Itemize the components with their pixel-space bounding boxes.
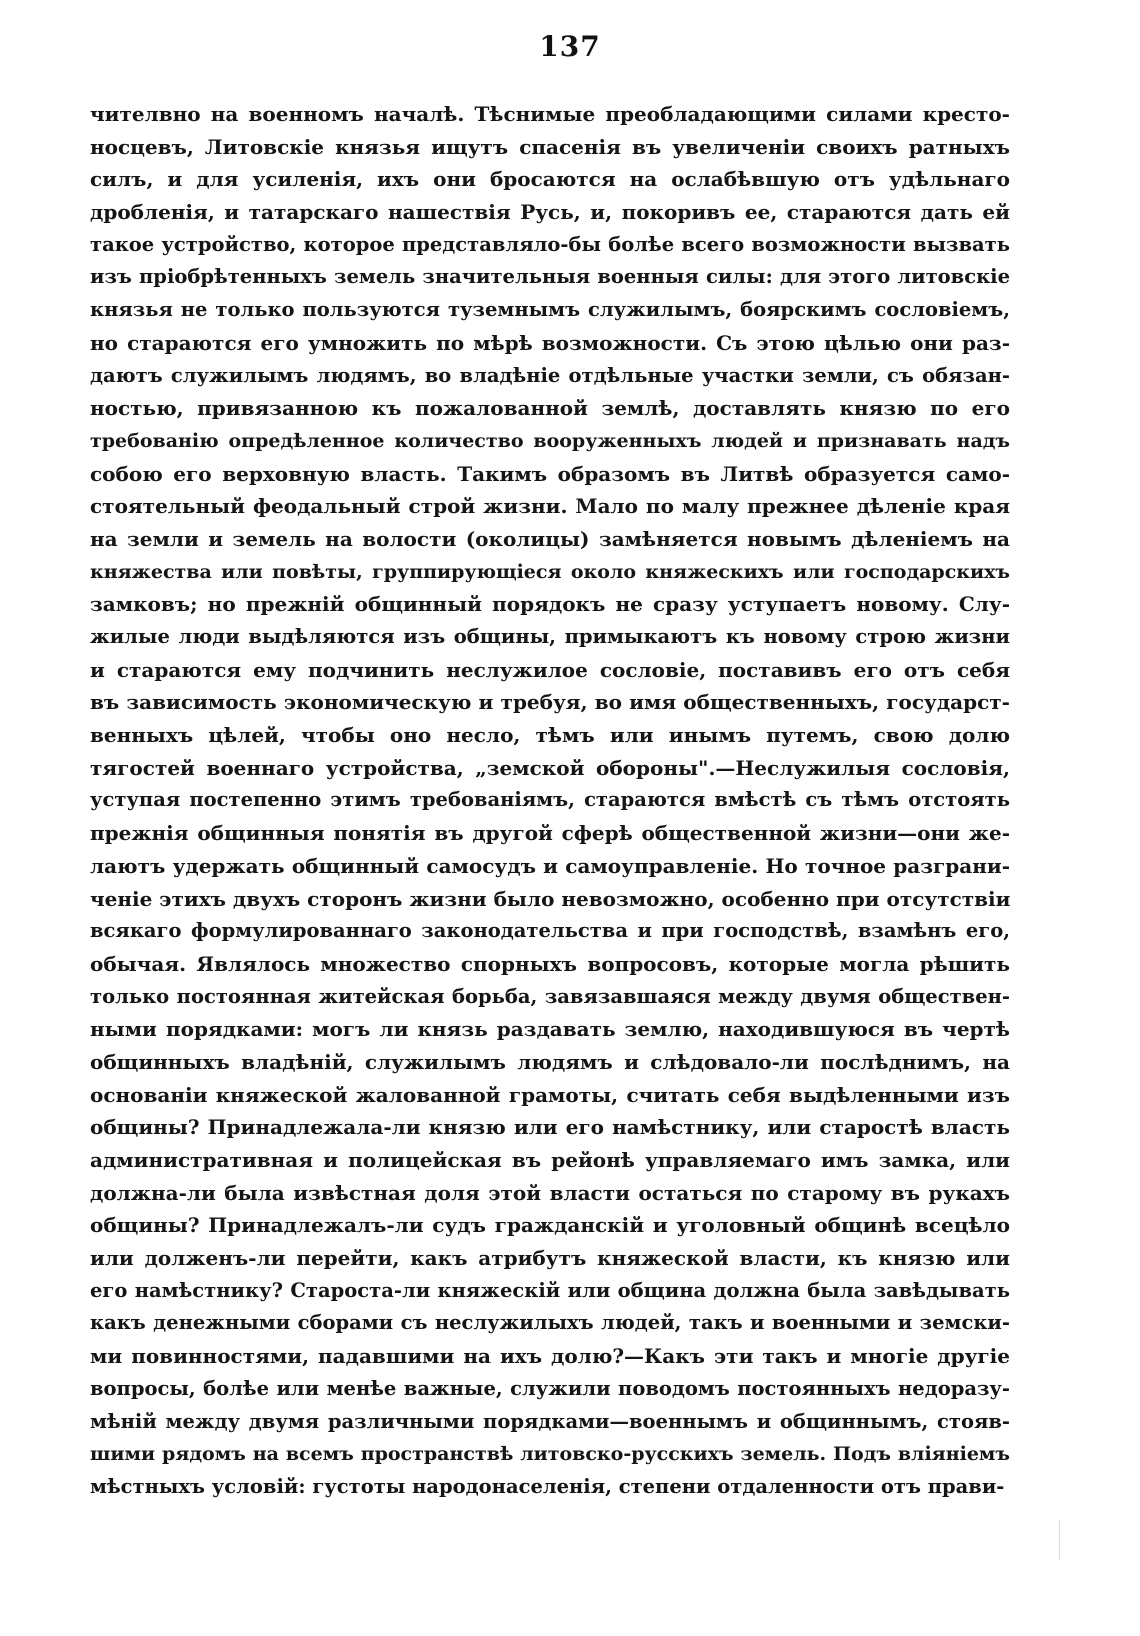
text-line: общинныхъ владѣній, служилымъ людямъ и слѣдовало-ли послѣднимъ, на — [90, 1049, 1010, 1074]
scan-mark — [1059, 1520, 1060, 1560]
text-line: въ зависимость экономическую и требуя, во имя общественныхъ, государст- — [90, 690, 1010, 715]
text-line: жилые люди выдѣляются изъ общины, примыкаютъ къ новому строю жизни — [90, 625, 1010, 648]
text-line: обычая. Являлось множество спорныхъ вопросовъ, которые могла рѣшить — [90, 951, 1010, 976]
text-line: мѣстныхъ условій: густоты народонаселенія, степени отдаленности отъ прави- — [90, 1474, 1005, 1498]
text-line: должна-ли была извѣстная доля этой власти остаться по старому въ рукахъ — [90, 1180, 1010, 1205]
text-line: требованію опредѣленное количество вооруженныхъ людей и признавать надъ — [90, 429, 1010, 452]
text-line: собою его верховную власть. Такимъ образомъ въ Литвѣ образуется само- — [90, 461, 1010, 486]
text-line: мѣній между двумя различными порядками—военнымъ и общиннымъ, стояв- — [90, 1409, 1010, 1433]
text-line: силъ, и для усиленія, ихъ они бросаются на ослабѣвшую отъ удѣльнаго — [90, 167, 1010, 192]
text-line: общины? Принадлежала-ли князю или его намѣстнику, или старостѣ власть — [90, 1115, 1010, 1140]
text-line: чителвно на военномъ началѣ. Тѣснимые преобладающими силами кресто- — [90, 102, 1010, 126]
text-line: общины? Принадлежалъ-ли судъ гражданскій и уголовный общинѣ всецѣло — [90, 1213, 1010, 1238]
text-line: его намѣстнику? Староста-ли княжескій или община должна была завѣдывать — [90, 1278, 1010, 1302]
text-line: на земли и земель на волости (околицы) замѣняется новымъ дѣленіемъ на — [90, 526, 1010, 551]
text-line: венныхъ цѣлей, чтобы оно несло, тѣмъ или инымъ путемъ, свою долю — [90, 723, 1010, 748]
text-line: только постоянная житейская борьба, завязавшаяся между двумя обществен- — [90, 984, 1010, 1008]
text-line: всякаго формулированнаго законодательства и при господствѣ, взамѣнъ его, — [90, 919, 1010, 943]
text-line: уступая постепенно этимъ требованіямъ, стараются вмѣстѣ съ тѣмъ отстоять — [90, 788, 1010, 812]
text-line: такое устройство, которое представляло-бы болѣе всего возможности вызвать — [90, 232, 1010, 256]
text-line: прежнія общинныя понятія въ другой сферѣ общественной жизни—они же- — [90, 821, 1010, 846]
text-line: ными порядками: могъ ли князь раздавать землю, находившуюся въ чертѣ — [90, 1017, 1010, 1042]
text-line: княжества или повѣты, группирующіеся около княжескихъ или господарскихъ — [90, 560, 1010, 583]
text-line: шими рядомъ на всемъ пространствѣ литовско-русскихъ земель. Подъ вліяніемъ — [90, 1443, 1010, 1466]
text-line: князья не только пользуются туземнымъ служилымъ, боярскимъ сословіемъ, — [90, 298, 1010, 322]
text-line: тягостей военнаго устройства, „земской обороны".—Неслужилыя сословія, — [90, 755, 1010, 780]
text-line: лаютъ удержать общинный самосудъ и самоуправленіе. Но точное разграни- — [90, 853, 1010, 878]
text-line: ностью, привязанною къ пожалованной землѣ, доставлять князю по его — [90, 396, 1010, 421]
text-line: вопросы, болѣе или менѣе важные, служили поводомъ постоянныхъ недоразу- — [90, 1376, 1010, 1400]
text-line: какъ денежными сборами съ неслужилыхъ людей, такъ и военными и земски- — [90, 1311, 1010, 1335]
text-line: ченіе этихъ двухъ сторонъ жизни было невозможно, особенно при отсутствіи — [90, 886, 1010, 911]
text-line: основаніи княжеской жалованной грамоты, считать себя выдѣленными изъ — [90, 1082, 1010, 1107]
text-line: или долженъ-ли перейти, какъ атрибутъ княжеской власти, къ князю или — [90, 1246, 1010, 1271]
page-number: 137 — [539, 30, 601, 63]
text-line: замковъ; но прежній общинный порядокъ не сразу уступаетъ новому. Слу- — [90, 592, 1010, 617]
text-line: стоятельный феодальный строй жизни. Мало по малу прежнее дѣленіе края — [90, 494, 1010, 519]
text-line: ми повинностями, падавшими на ихъ долю?—Какъ эти такъ и многіе другіе — [90, 1344, 1010, 1369]
body-text — [90, 98, 1010, 1504]
text-line: административная и полицейская въ рейонѣ управляемаго имъ замка, или — [90, 1148, 1010, 1172]
text-line: но стараются его умножить по мѣрѣ возможности. Съ этою цѣлью они раз- — [90, 330, 1010, 355]
text-line: и стараются ему подчинить неслужилое сословіе, поставивъ его отъ себя — [90, 657, 1010, 682]
text-line: носцевъ, Литовскіе князья ищутъ спасенія въ увеличеніи своихъ ратныхъ — [90, 134, 1010, 159]
text-line: даютъ служилымъ людямъ, во владѣніе отдѣльные участки земли, съ обязан- — [90, 363, 1010, 387]
text-line: изъ пріобрѣтенныхъ земель значительныя военныя силы: для этого литовскіе — [90, 265, 1010, 289]
text-line: дробленія, и татарскаго нашествія Русь, и, покоривъ ее, стараются дать ей — [90, 200, 1010, 225]
